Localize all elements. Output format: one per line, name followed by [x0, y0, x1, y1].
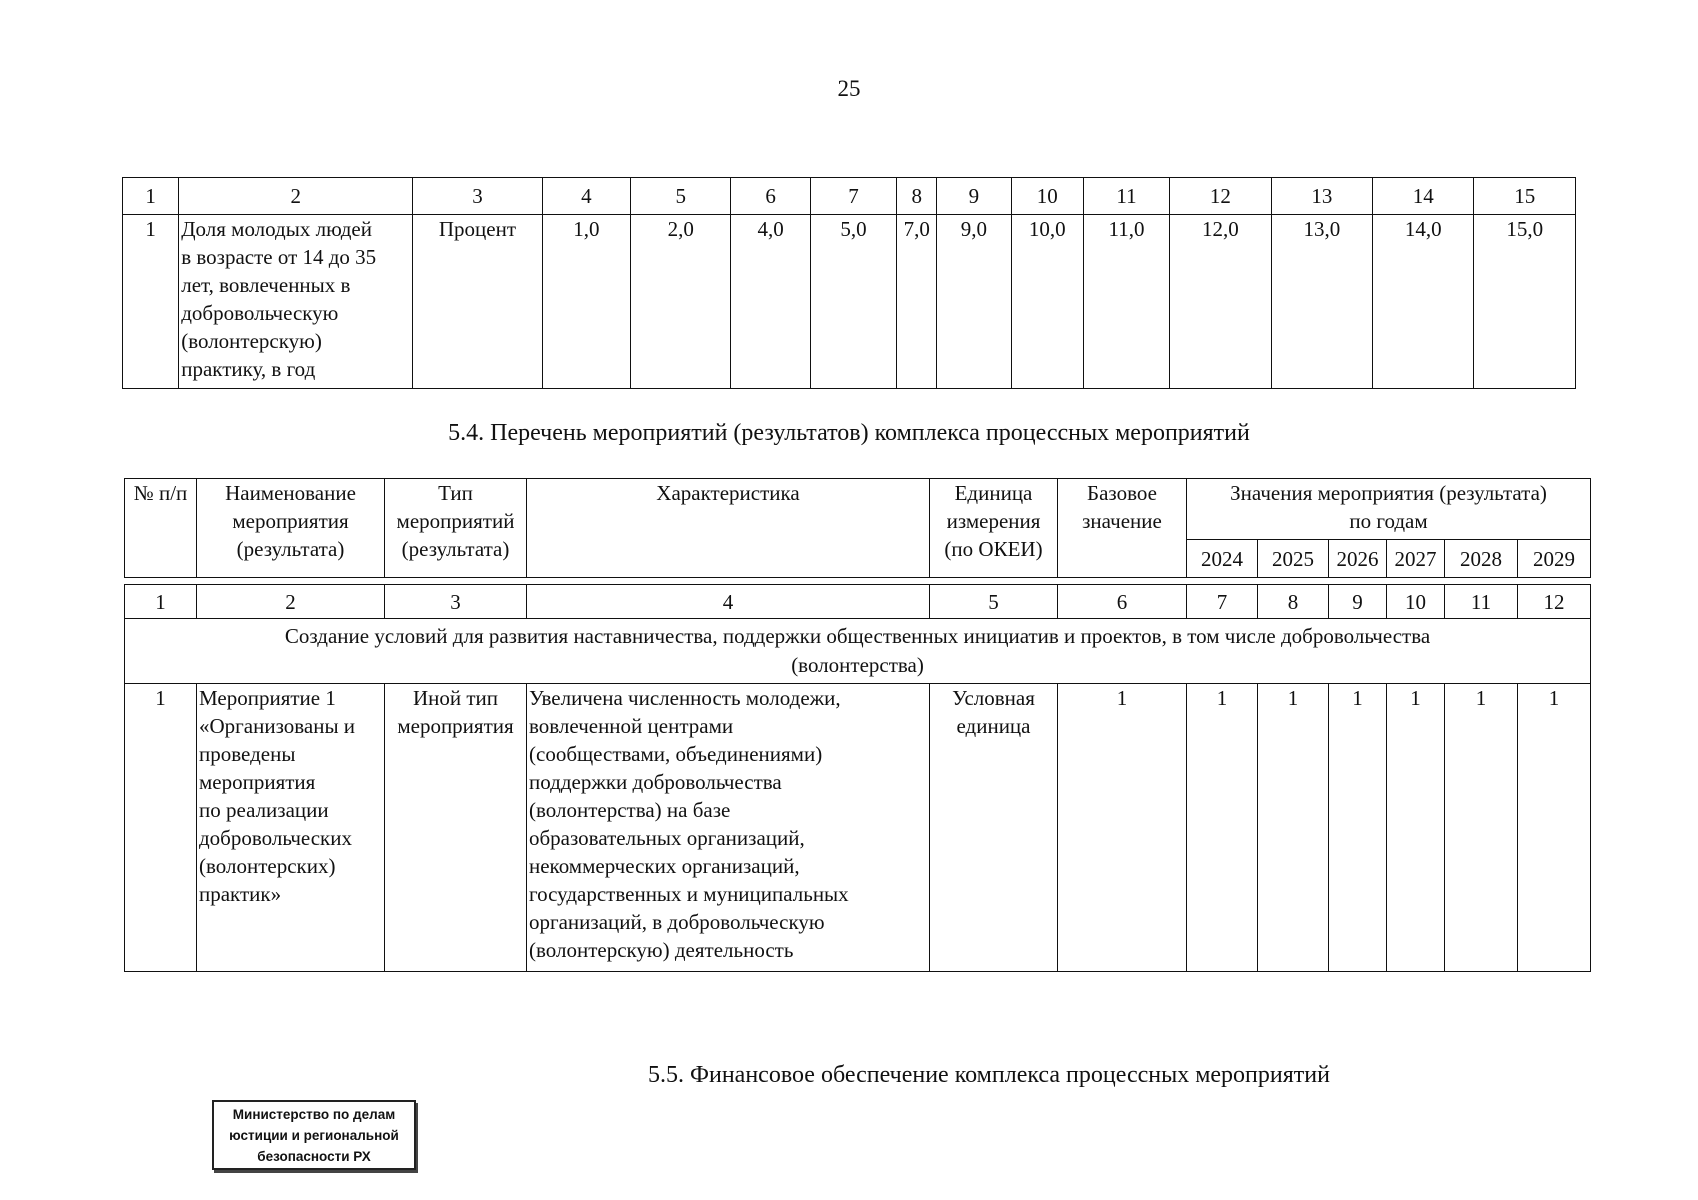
section-5-5-title: 5.5. Финансовое обеспечение комплекса процессных мероприятий	[648, 1062, 1330, 1088]
row-characteristic: Увеличена численность молодежи, вовлеченной центрами (сообществами, объединениями) поддержки добровольчества (волонтерства) на базе образовательных организаций, некоммерческих организаций, государственных и муниципальных организаций, в добровольческую (волонтерскую) деятельность	[527, 684, 930, 972]
table-cell: 5	[930, 585, 1058, 619]
header-year: 2029	[1518, 540, 1591, 578]
table-cell: 9	[937, 178, 1011, 215]
table-cell: 4	[527, 585, 930, 619]
table-cell: 15	[1474, 178, 1576, 215]
row-value: 1	[1387, 684, 1445, 972]
table-cell: 1	[125, 585, 197, 619]
header-name: Наименование мероприятия (результата)	[197, 479, 385, 578]
row-num: 1	[125, 684, 197, 972]
table-cell: 5,0	[810, 215, 896, 389]
section-5-4-title: 5.4. Перечень мероприятий (результатов) комплекса процессных мероприятий	[448, 420, 1250, 446]
table-cell: 14,0	[1373, 215, 1474, 389]
header-characteristic: Характеристика	[527, 479, 930, 578]
table-cell: Процент	[413, 215, 543, 389]
table-cell: 15,0	[1474, 215, 1576, 389]
activities-table-header-row	[125, 479, 1591, 540]
table-cell: 6	[1058, 585, 1187, 619]
group-title: Создание условий для развития наставничества, поддержки общественных инициатив и проектов, в том числе добровольчества (волонтерства)	[125, 619, 1591, 684]
table-cell: 7	[1187, 585, 1258, 619]
table-cell: 11,0	[1083, 215, 1169, 389]
ministry-stamp: Министерство по делам юстиции и региональной безопасности РХ	[212, 1100, 416, 1170]
group-row	[125, 619, 1591, 684]
row-name: Мероприятие 1 «Организованы и проведены мероприятия по реализации добровольческих (волонтерских) практик»	[197, 684, 385, 972]
row-value: 1	[1445, 684, 1518, 972]
table-cell: 8	[1258, 585, 1329, 619]
table-cell: 13,0	[1271, 215, 1372, 389]
table-cell: 7,0	[897, 215, 937, 389]
row-base: 1	[1058, 684, 1187, 972]
table-cell: 6	[731, 178, 810, 215]
table-cell: 2	[197, 585, 385, 619]
table-cell: 12,0	[1170, 215, 1271, 389]
indicator-table-header-row	[123, 178, 1576, 215]
table-cell: 3	[413, 178, 543, 215]
table-cell: 13	[1271, 178, 1372, 215]
table-cell: 11	[1083, 178, 1169, 215]
table-cell: 9	[1329, 585, 1387, 619]
table-cell: 14	[1373, 178, 1474, 215]
header-base: Базовое значение	[1058, 479, 1187, 578]
numbering-row	[125, 585, 1591, 619]
row-type: Иной тип мероприятия	[385, 684, 527, 972]
table-cell: 12	[1170, 178, 1271, 215]
table-cell: 1	[123, 215, 179, 389]
table-cell: 11	[1445, 585, 1518, 619]
table-row	[125, 684, 1591, 972]
table-cell: 7	[810, 178, 896, 215]
header-num: № п/п	[125, 479, 197, 578]
table-row	[123, 215, 1576, 389]
row-value: 1	[1518, 684, 1591, 972]
table-cell: 1,0	[542, 215, 630, 389]
header-year: 2026	[1329, 540, 1387, 578]
table-cell: 10	[1011, 178, 1083, 215]
table-cell: 2	[179, 178, 413, 215]
table-cell: 2,0	[631, 215, 731, 389]
header-year: 2024	[1187, 540, 1258, 578]
header-values: Значения мероприятия (результата) по годам	[1187, 479, 1591, 540]
header-year: 2028	[1445, 540, 1518, 578]
indicator-table	[122, 177, 1576, 389]
table-cell: 5	[631, 178, 731, 215]
table-cell: 8	[897, 178, 937, 215]
page-number: 25	[837, 76, 861, 101]
header-year: 2027	[1387, 540, 1445, 578]
table-cell: 9,0	[937, 215, 1011, 389]
table-cell: 10,0	[1011, 215, 1083, 389]
row-value: 1	[1187, 684, 1258, 972]
table-cell: 10	[1387, 585, 1445, 619]
table-cell: 4	[542, 178, 630, 215]
table-cell: 3	[385, 585, 527, 619]
activities-table	[124, 478, 1591, 972]
row-unit: Условная единица	[930, 684, 1058, 972]
header-year: 2025	[1258, 540, 1329, 578]
header-type: Тип мероприятий (результата)	[385, 479, 527, 578]
table-cell: 4,0	[731, 215, 810, 389]
row-value: 1	[1258, 684, 1329, 972]
table-cell: 1	[123, 178, 179, 215]
table-cell: 12	[1518, 585, 1591, 619]
header-unit: Единица измерения (по ОКЕИ)	[930, 479, 1058, 578]
indicator-name-cell: Доля молодых людей в возрасте от 14 до 35 лет, вовлеченных в добровольческую (волонтерскую) практику, в год	[179, 215, 413, 389]
row-value: 1	[1329, 684, 1387, 972]
